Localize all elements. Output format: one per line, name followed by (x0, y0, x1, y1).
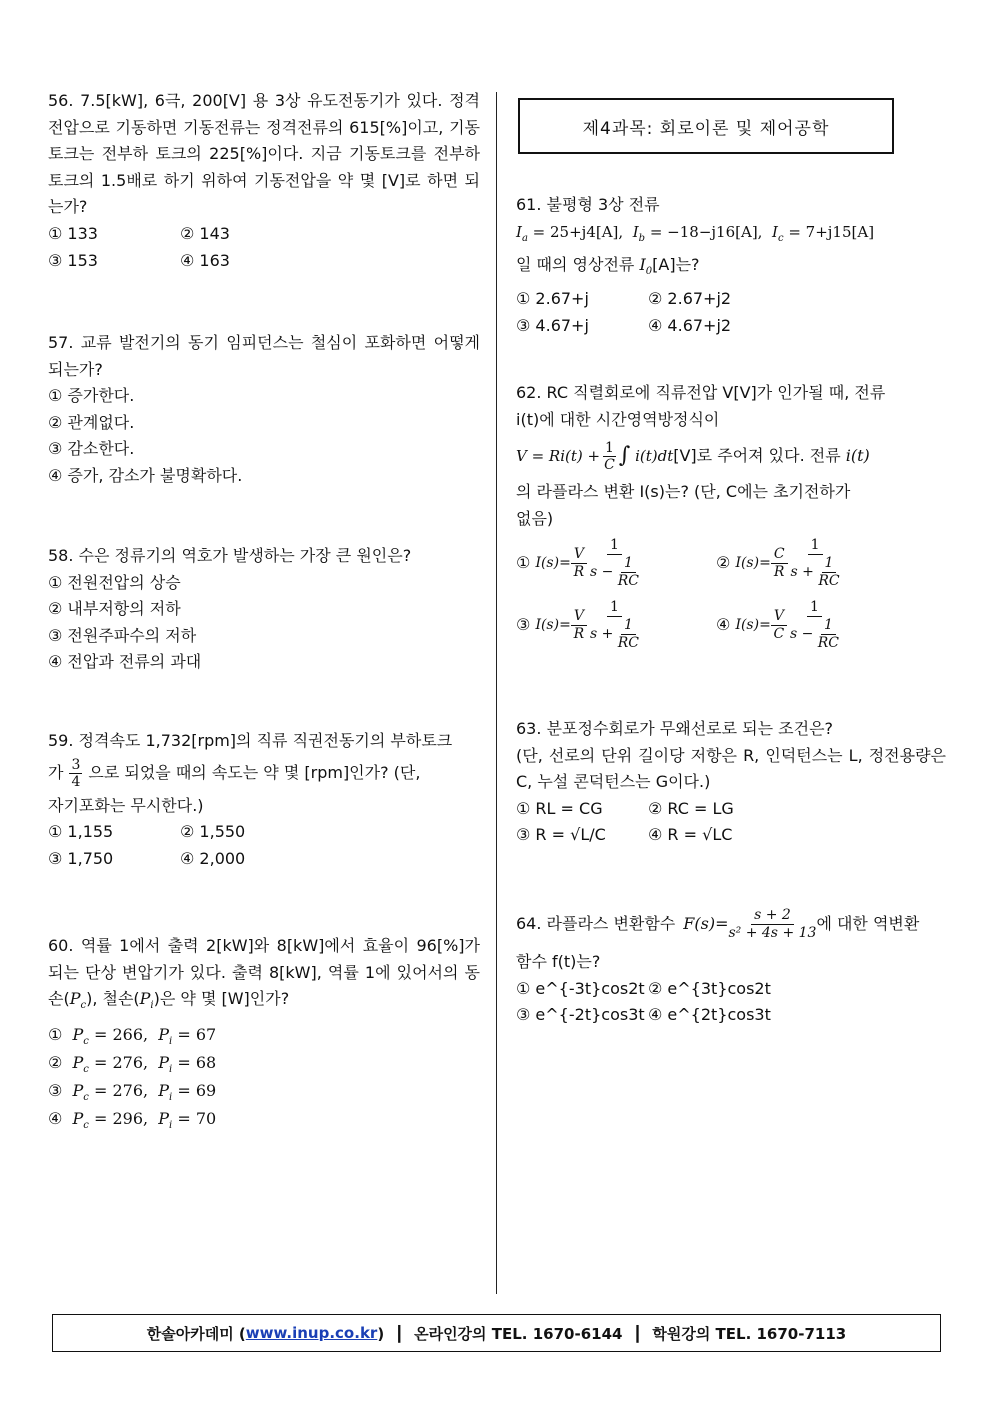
question-57 (48, 330, 480, 490)
question-62-line5: 없음) (516, 508, 554, 528)
question-64-line1-post: 에 대한 역변환 (816, 913, 920, 933)
option-1: ① 1,155 (48, 822, 114, 842)
question-62 (516, 380, 946, 656)
question-59-post: 으로 되었을 때의 속도는 약 몇 [rpm]인가? (단, (88, 763, 421, 783)
question-60-text: 60. 역률 1에서 출력 2[kW]와 8[kW]에서 효율이 96[%]가 되는 단상 변압기가 있다. 출력 8[kW], 역률 1에 있어서의 동손$(P_c)$, 철손$(P_i)$은 약 몇 [W]인가? (48, 936, 480, 1012)
option-4: ④ 4.67+j2 (648, 315, 732, 335)
question-62-line3: [V]로 주어져 있다. 전류 (673, 445, 841, 465)
question-60 (48, 933, 480, 1134)
option-2: ② 2.67+j2 (648, 288, 732, 308)
current-a: 25+j4[A], (550, 222, 624, 241)
option-2: ② e^{3t}cos2t (648, 978, 771, 998)
question-58-text: 58. 수은 정류기의 역호가 발생하는 가장 큰 원인은? (48, 546, 412, 565)
option-1: ① 2.67+j (516, 288, 589, 308)
fraction-denominator: 4 (71, 774, 81, 791)
option-2: ② 관계없다. (48, 412, 135, 432)
question-62-line1: 62. RC 직렬회로에 직류전압 V[V]가 인가될 때, 전류 (516, 383, 886, 402)
question-59 (48, 728, 480, 872)
option-4: ④ 증가, 감소가 불명확하다. (48, 465, 243, 485)
option-4: ④ 163 (180, 250, 230, 270)
option-3: ③ I(s)= $\frac{V}{R}$ 1 s + 1 RC (516, 598, 640, 651)
option-4: ④ 2,000 (180, 848, 246, 868)
question-61-line1: 61. 불평형 3상 전류 (516, 195, 660, 214)
option-1: ① 전원전압의 상승 (48, 572, 181, 592)
question-61-currents: $I_a = 25+j4[A]$, $I_b = -18-j16[A]$, $I_c = 7+j15[A]$ (516, 222, 875, 244)
question-59-line3: 자기포화는 무시한다.) (48, 795, 204, 815)
question-60-text-a: 60. 역률 1에서 출력 2[kW]와 8[kW]에서 효율이 96[%]가 되는 단상 변압기가 있다. 출력 8[kW], 역률 1에 있어서의 동손( (48, 936, 480, 1009)
question-57-text: 57. 교류 발전기의 동기 임피던스는 철심이 포화하면 어떻게 되는가? (48, 333, 480, 379)
option-2: ② 1,550 (180, 822, 246, 842)
option-1: ① 증가한다. (48, 386, 135, 406)
question-58 (48, 543, 480, 676)
option-4: ④ e^{2t}cos3t (648, 1005, 771, 1025)
question-63-line1: 63. 분포정수회로가 무왜선로로 되는 조건은? (516, 719, 834, 738)
question-63-line2: (단, 선로의 단위 길이당 저항은 R, 인덕턴스는 L, 정전용량은 C, 누설 콘덕턴스는 G이다.) (516, 745, 946, 792)
section-title-box (518, 98, 894, 154)
option-4: ④ R = √LC (648, 825, 733, 845)
option-1: ① I(s)= $\frac{V}{R}$ 1 s − 1 RC (516, 536, 640, 589)
option-4: ④ 전압과 전류의 과대 (48, 652, 202, 672)
option-1: ① RL = CG (516, 798, 603, 818)
section-title: 제4과목: 회로이론 및 제어공학 (582, 118, 830, 139)
question-60-text-c: )은 약 몇 [W]인가? (153, 989, 290, 1009)
option-3: ③ 153 (48, 250, 98, 270)
option-3: ③ 4.67+j (516, 315, 589, 335)
option-4: ④ I(s)= $\frac{V}{C}$ 1 s − 1 RC (716, 598, 840, 651)
option-3: ③ $P_c = 276$, $P_i = 69$ (48, 1080, 217, 1104)
question-59-line1: 59. 정격속도 1,732[rpm]의 직류 직권전동기의 부하토크 (48, 731, 453, 750)
current-b: −18−j16[A], (667, 222, 763, 241)
question-61 (516, 192, 946, 339)
option-2: ② 143 (180, 223, 230, 243)
footer (52, 1314, 941, 1352)
option-2: ② $P_c = 276$, $P_i = 68$ (48, 1052, 217, 1076)
question-59-pre: 가 (48, 763, 64, 783)
fraction-numerator: 3 (71, 757, 81, 774)
website-link[interactable]: www.inup.co.kr (245, 1324, 378, 1342)
question-62-equation: V = Ri(t) + $\frac{1}{C}$ ∫ i(t)dt [V]로 주어져 있다. 전류 i(t) (516, 439, 870, 473)
option-3: ③ e^{-2t}cos3t (516, 1005, 645, 1025)
question-62-line4: 의 라플라스 변환 I(s)는? (단, C에는 초기전하가 (516, 482, 851, 502)
option-3: ③ R = √L/C (516, 825, 606, 845)
option-3: ③ 전원주파수의 저하 (48, 625, 197, 645)
question-62-line2: i(t)에 대한 시간영역방정식이 (516, 409, 720, 429)
question-61-line3: 일 때의 영상전류 $I_0[A]$는? (516, 255, 700, 278)
question-56 (48, 88, 480, 274)
option-2: ② RC = LG (648, 798, 734, 818)
option-1: ① e^{-3t}cos2t (516, 978, 645, 998)
fraction-three-quarters (69, 757, 82, 790)
question-64-line1: 64. 라플라스 변환함수 (516, 913, 676, 933)
option-1: ① $P_c = 266$, $P_i = 67$ (48, 1024, 217, 1048)
question-56-text: 56. 7.5[kW], 6극, 200[V] 용 3상 유도전동기가 있다. 정격 전압으로 기동하면 기동전류는 정격전류의 615[%]이고, 기동 토크는 전부하 토크의 225[%]이다. 지금 기동토크를 전부하 토크의 1.5배로 하기 위하여 기동전압을 약 몇 [V]로 하면 되는가? (48, 91, 480, 217)
question-60-text-b: ), 철손( (86, 989, 140, 1009)
option-3: ③ 1,750 (48, 848, 114, 868)
question-63 (516, 716, 946, 849)
option-1: ① 133 (48, 223, 98, 243)
current-c: 7+j15[A] (805, 222, 875, 241)
option-3: ③ 감소한다. (48, 439, 135, 459)
option-2: ② 내부저항의 저하 (48, 599, 181, 619)
footer-name: 한솔아카데미 ( (146, 1324, 246, 1343)
column-divider (496, 92, 497, 1294)
option-4: ④ $P_c = 296$, $P_i = 70$ (48, 1108, 217, 1132)
question-64-line2: 함수 f(t)는? (516, 952, 601, 971)
question-64: 64. 라플라스 변환함수 F(s)= $\frac{s + 2}{\text{s² + 4s + 13}}$ 에 대한 역변환 함수 f(t)는? ① e^{-3t}cos2t ② e^{3t}cos2t ③ e^{-2t}cos3t ④ e^{2t}cos3t (516, 903, 946, 1029)
option-2: ② I(s)= $\frac{C}{R}$ 1 s + 1 RC (716, 536, 840, 589)
footer-contact: ) ┃ 온라인강의 TEL. 1670-6144 ┃ 학원강의 TEL. 1670-7113 (377, 1324, 847, 1343)
